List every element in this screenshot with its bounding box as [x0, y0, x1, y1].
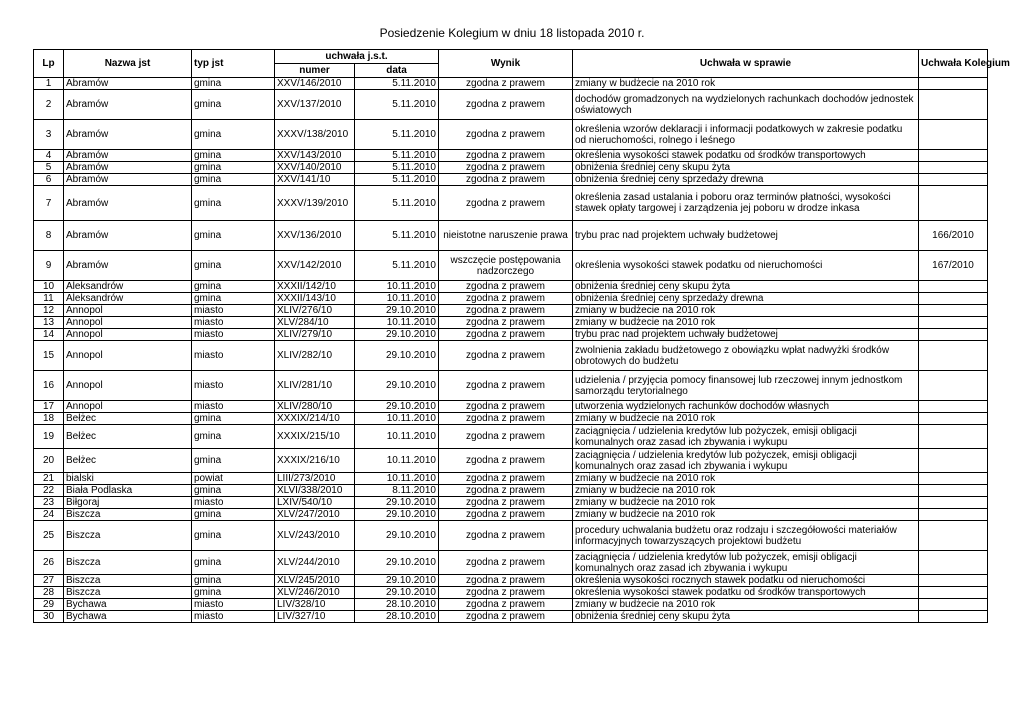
- cell-wynik: zgodna z prawem: [439, 551, 573, 575]
- table-body: [34, 78, 988, 623]
- cell-nazwa-jst: Annopol: [64, 341, 192, 371]
- cell-uchwala-kolegium: [919, 162, 988, 174]
- cell-uchwala-kolegium: [919, 413, 988, 425]
- header-uchwala-jst: uchwała j.s.t.: [275, 50, 439, 64]
- table-row: [34, 497, 988, 509]
- cell-uchwala-kolegium: [919, 305, 988, 317]
- table-row: [34, 587, 988, 599]
- cell-lp: 10: [34, 281, 64, 293]
- cell-data: 5.11.2010: [355, 251, 439, 281]
- cell-data: 29.10.2010: [355, 575, 439, 587]
- cell-uchwala-w-sprawie: zaciągnięcia / udzielenia kredytów lub pożyczek, emisji obligacji komunalnych oraz zasad ich zbywania i wykupu: [573, 449, 919, 473]
- table-row: [34, 575, 988, 587]
- resolutions-table: [33, 49, 1010, 623]
- cell-uchwala-w-sprawie: obniżenia średniej ceny sprzedaży drewna: [573, 174, 919, 186]
- table-row: [34, 90, 988, 120]
- cell-uchwala-kolegium: [919, 497, 988, 509]
- cell-uchwala-w-sprawie: zmiany w budżecie na 2010 rok: [573, 78, 919, 90]
- cell-typ-jst: miasto: [192, 317, 275, 329]
- cell-numer: XXV/137/2010: [275, 90, 355, 120]
- cell-lp: 26: [34, 551, 64, 575]
- cell-wynik: zgodna z prawem: [439, 473, 573, 485]
- cell-typ-jst: gmina: [192, 551, 275, 575]
- cell-lp: 5: [34, 162, 64, 174]
- cell-lp: 21: [34, 473, 64, 485]
- table-row: [34, 186, 988, 221]
- cell-lp: 2: [34, 90, 64, 120]
- cell-typ-jst: gmina: [192, 449, 275, 473]
- cell-uchwala-w-sprawie: obniżenia średniej ceny skupu żyta: [573, 281, 919, 293]
- cell-data: 5.11.2010: [355, 221, 439, 251]
- header-uchwala-kolegium: Uchwała Kolegium: [919, 50, 988, 78]
- table-row: [34, 162, 988, 174]
- cell-numer: XLV/245/2010: [275, 575, 355, 587]
- cell-wynik: nieistotne naruszenie prawa: [439, 221, 573, 251]
- cell-numer: XXV/140/2010: [275, 162, 355, 174]
- document-title: Posiedzenie Kolegium w dniu 18 listopada 2010 r.: [379, 26, 645, 40]
- cell-data: 29.10.2010: [355, 341, 439, 371]
- cell-uchwala-kolegium: [919, 90, 988, 120]
- cell-numer: XXV/143/2010: [275, 150, 355, 162]
- cell-typ-jst: gmina: [192, 575, 275, 587]
- cell-lp: 16: [34, 371, 64, 401]
- cell-numer: XLIV/282/10: [275, 341, 355, 371]
- cell-typ-jst: gmina: [192, 186, 275, 221]
- cell-uchwala-kolegium: [919, 449, 988, 473]
- table-row: [34, 293, 988, 305]
- cell-uchwala-kolegium: [919, 509, 988, 521]
- cell-wynik: zgodna z prawem: [439, 78, 573, 90]
- cell-wynik: zgodna z prawem: [439, 611, 573, 623]
- cell-lp: 11: [34, 293, 64, 305]
- cell-data: 5.11.2010: [355, 120, 439, 150]
- cell-uchwala-kolegium: [919, 521, 988, 551]
- cell-wynik: zgodna z prawem: [439, 186, 573, 221]
- cell-lp: 30: [34, 611, 64, 623]
- cell-uchwala-w-sprawie: obniżenia średniej ceny skupu żyta: [573, 611, 919, 623]
- cell-nazwa-jst: Bełżec: [64, 413, 192, 425]
- table-row: [34, 150, 988, 162]
- cell-data: 29.10.2010: [355, 509, 439, 521]
- cell-numer: LIII/273/2010: [275, 473, 355, 485]
- cell-typ-jst: gmina: [192, 174, 275, 186]
- cell-uchwala-w-sprawie: zaciągnięcia / udzielenia kredytów lub pożyczek, emisji obligacji komunalnych oraz zasad ich zbywania i wykupu: [573, 425, 919, 449]
- cell-data: 10.11.2010: [355, 413, 439, 425]
- table-row: [34, 281, 988, 293]
- cell-typ-jst: miasto: [192, 305, 275, 317]
- cell-lp: 18: [34, 413, 64, 425]
- cell-lp: 29: [34, 599, 64, 611]
- cell-typ-jst: miasto: [192, 371, 275, 401]
- cell-wynik: zgodna z prawem: [439, 425, 573, 449]
- cell-uchwala-kolegium: [919, 425, 988, 449]
- cell-typ-jst: gmina: [192, 413, 275, 425]
- cell-nazwa-jst: Biłgoraj: [64, 497, 192, 509]
- cell-data: 5.11.2010: [355, 90, 439, 120]
- cell-typ-jst: gmina: [192, 162, 275, 174]
- cell-uchwala-kolegium: [919, 78, 988, 90]
- cell-uchwala-kolegium: 166/2010: [919, 221, 988, 251]
- cell-numer: XLIV/276/10: [275, 305, 355, 317]
- cell-uchwala-w-sprawie: zmiany w budżecie na 2010 rok: [573, 317, 919, 329]
- cell-lp: 3: [34, 120, 64, 150]
- cell-data: 5.11.2010: [355, 186, 439, 221]
- cell-nazwa-jst: Biszcza: [64, 587, 192, 599]
- cell-uchwala-kolegium: [919, 485, 988, 497]
- table-row: [34, 509, 988, 521]
- cell-nazwa-jst: Abramów: [64, 251, 192, 281]
- cell-nazwa-jst: Abramów: [64, 186, 192, 221]
- cell-typ-jst: gmina: [192, 425, 275, 449]
- header-numer: numer: [275, 64, 355, 78]
- cell-data: 5.11.2010: [355, 78, 439, 90]
- cell-lp: 17: [34, 401, 64, 413]
- cell-data: 10.11.2010: [355, 281, 439, 293]
- cell-uchwala-kolegium: [919, 575, 988, 587]
- cell-lp: 7: [34, 186, 64, 221]
- cell-nazwa-jst: Abramów: [64, 162, 192, 174]
- cell-wynik: zgodna z prawem: [439, 449, 573, 473]
- cell-nazwa-jst: Bychawa: [64, 599, 192, 611]
- cell-wynik: zgodna z prawem: [439, 162, 573, 174]
- cell-typ-jst: gmina: [192, 120, 275, 150]
- cell-nazwa-jst: Annopol: [64, 305, 192, 317]
- cell-uchwala-w-sprawie: zwolnienia zakładu budżetowego z obowiązku wpłat nadwyżki środków obrotowych do budżetu: [573, 341, 919, 371]
- cell-wynik: zgodna z prawem: [439, 90, 573, 120]
- cell-data: 5.11.2010: [355, 150, 439, 162]
- cell-data: 8.11.2010: [355, 485, 439, 497]
- cell-numer: XXV/142/2010: [275, 251, 355, 281]
- cell-nazwa-jst: Bełżec: [64, 449, 192, 473]
- cell-nazwa-jst: Abramów: [64, 174, 192, 186]
- cell-data: 29.10.2010: [355, 371, 439, 401]
- cell-nazwa-jst: Biała Podlaska: [64, 485, 192, 497]
- table-row: [34, 329, 988, 341]
- cell-wynik: zgodna z prawem: [439, 281, 573, 293]
- cell-uchwala-kolegium: [919, 281, 988, 293]
- cell-typ-jst: gmina: [192, 78, 275, 90]
- table-row: [34, 473, 988, 485]
- cell-numer: XLIV/279/10: [275, 329, 355, 341]
- cell-uchwala-kolegium: [919, 341, 988, 371]
- cell-lp: 8: [34, 221, 64, 251]
- cell-typ-jst: gmina: [192, 587, 275, 599]
- cell-numer: XXV/136/2010: [275, 221, 355, 251]
- cell-numer: XLV/284/10: [275, 317, 355, 329]
- cell-data: 10.11.2010: [355, 293, 439, 305]
- cell-lp: 9: [34, 251, 64, 281]
- table-row: [34, 221, 988, 251]
- cell-lp: 6: [34, 174, 64, 186]
- table-row: [34, 611, 988, 623]
- cell-numer: LIV/328/10: [275, 599, 355, 611]
- cell-lp: 12: [34, 305, 64, 317]
- table-row: [34, 120, 988, 150]
- cell-uchwala-kolegium: [919, 293, 988, 305]
- cell-typ-jst: miasto: [192, 341, 275, 371]
- cell-uchwala-kolegium: [919, 329, 988, 341]
- cell-uchwala-w-sprawie: zmiany w budżecie na 2010 rok: [573, 413, 919, 425]
- cell-uchwala-w-sprawie: zmiany w budżecie na 2010 rok: [573, 473, 919, 485]
- cell-uchwala-kolegium: 167/2010: [919, 251, 988, 281]
- cell-wynik: zgodna z prawem: [439, 509, 573, 521]
- table-row: [34, 485, 988, 497]
- cell-typ-jst: miasto: [192, 611, 275, 623]
- cell-lp: 20: [34, 449, 64, 473]
- cell-numer: XLV/244/2010: [275, 551, 355, 575]
- table-row: [34, 521, 988, 551]
- cell-wynik: zgodna z prawem: [439, 401, 573, 413]
- cell-uchwala-kolegium: [919, 150, 988, 162]
- cell-nazwa-jst: Annopol: [64, 317, 192, 329]
- cell-uchwala-w-sprawie: zmiany w budżecie na 2010 rok: [573, 485, 919, 497]
- cell-uchwala-kolegium: [919, 186, 988, 221]
- cell-uchwala-w-sprawie: zmiany w budżecie na 2010 rok: [573, 305, 919, 317]
- cell-typ-jst: gmina: [192, 251, 275, 281]
- cell-data: 10.11.2010: [355, 449, 439, 473]
- cell-uchwala-kolegium: [919, 401, 988, 413]
- cell-nazwa-jst: Annopol: [64, 329, 192, 341]
- header-nazwa-jst: Nazwa jst: [64, 50, 192, 78]
- cell-typ-jst: gmina: [192, 293, 275, 305]
- header-lp: Lp: [34, 50, 64, 78]
- cell-lp: 23: [34, 497, 64, 509]
- cell-numer: XLV/243/2010: [275, 521, 355, 551]
- header-uchwala-w-sprawie: Uchwała w sprawie: [573, 50, 919, 78]
- cell-nazwa-jst: Aleksandrów: [64, 293, 192, 305]
- cell-wynik: zgodna z prawem: [439, 293, 573, 305]
- cell-typ-jst: miasto: [192, 401, 275, 413]
- cell-wynik: zgodna z prawem: [439, 575, 573, 587]
- cell-typ-jst: gmina: [192, 281, 275, 293]
- cell-lp: 4: [34, 150, 64, 162]
- cell-wynik: zgodna z prawem: [439, 371, 573, 401]
- cell-uchwala-w-sprawie: obniżenia średniej ceny skupu żyta: [573, 162, 919, 174]
- cell-numer: XXV/141/10: [275, 174, 355, 186]
- cell-data: 29.10.2010: [355, 587, 439, 599]
- table-row: [34, 401, 988, 413]
- cell-nazwa-jst: Annopol: [64, 371, 192, 401]
- cell-data: 5.11.2010: [355, 162, 439, 174]
- cell-uchwala-kolegium: [919, 473, 988, 485]
- cell-numer: XXXII/143/10: [275, 293, 355, 305]
- cell-uchwala-w-sprawie: trybu prac nad projektem uchwały budżetowej: [573, 221, 919, 251]
- cell-uchwala-w-sprawie: określenia wysokości rocznych stawek podatku od nieruchomości: [573, 575, 919, 587]
- cell-uchwala-w-sprawie: zmiany w budżecie na 2010 rok: [573, 599, 919, 611]
- cell-uchwala-kolegium: [919, 371, 988, 401]
- cell-nazwa-jst: Bełżec: [64, 425, 192, 449]
- header-data: data: [355, 64, 439, 78]
- table-row: [34, 174, 988, 186]
- cell-numer: XXXIX/214/10: [275, 413, 355, 425]
- cell-nazwa-jst: Bychawa: [64, 611, 192, 623]
- cell-wynik: zgodna z prawem: [439, 521, 573, 551]
- cell-data: 29.10.2010: [355, 497, 439, 509]
- cell-uchwala-w-sprawie: określenia wysokości stawek podatku od środków transportowych: [573, 587, 919, 599]
- table-row: [34, 449, 988, 473]
- cell-data: 29.10.2010: [355, 401, 439, 413]
- cell-uchwala-kolegium: [919, 120, 988, 150]
- cell-wynik: zgodna z prawem: [439, 329, 573, 341]
- cell-uchwala-w-sprawie: dochodów gromadzonych na wydzielonych rachunkach dochodów jednostek oświatowych: [573, 90, 919, 120]
- cell-lp: 13: [34, 317, 64, 329]
- cell-nazwa-jst: Abramów: [64, 78, 192, 90]
- cell-uchwala-w-sprawie: zaciągnięcia / udzielenia kredytów lub pożyczek, emisji obligacji komunalnych oraz zasad ich zbywania i wykupu: [573, 551, 919, 575]
- table-row: [34, 251, 988, 281]
- cell-wynik: wszczęcie postępowania nadzorczego: [439, 251, 573, 281]
- cell-typ-jst: powiat: [192, 473, 275, 485]
- table-row: [34, 341, 988, 371]
- cell-uchwala-w-sprawie: określenia wzorów deklaracji i informacji podatkowych w zakresie podatku od nieruchomości, rolnego i leśnego: [573, 120, 919, 150]
- cell-nazwa-jst: Aleksandrów: [64, 281, 192, 293]
- cell-data: 29.10.2010: [355, 521, 439, 551]
- table-row: [34, 551, 988, 575]
- cell-lp: 14: [34, 329, 64, 341]
- cell-wynik: zgodna z prawem: [439, 150, 573, 162]
- cell-numer: XLVI/338/2010: [275, 485, 355, 497]
- cell-wynik: zgodna z prawem: [439, 120, 573, 150]
- cell-nazwa-jst: Abramów: [64, 120, 192, 150]
- cell-numer: XLV/247/2010: [275, 509, 355, 521]
- cell-typ-jst: gmina: [192, 221, 275, 251]
- cell-nazwa-jst: Abramów: [64, 150, 192, 162]
- cell-typ-jst: gmina: [192, 485, 275, 497]
- cell-uchwala-w-sprawie: określenia wysokości stawek podatku od środków transportowych: [573, 150, 919, 162]
- cell-data: 5.11.2010: [355, 174, 439, 186]
- cell-nazwa-jst: Biszcza: [64, 575, 192, 587]
- cell-uchwala-w-sprawie: utworzenia wydzielonych rachunków dochodów własnych: [573, 401, 919, 413]
- cell-wynik: zgodna z prawem: [439, 485, 573, 497]
- cell-lp: 28: [34, 587, 64, 599]
- cell-nazwa-jst: Biszcza: [64, 521, 192, 551]
- cell-nazwa-jst: Abramów: [64, 221, 192, 251]
- header-typ-jst: typ jst: [192, 50, 275, 78]
- cell-wynik: zgodna z prawem: [439, 497, 573, 509]
- cell-typ-jst: gmina: [192, 521, 275, 551]
- table-row: [34, 305, 988, 317]
- cell-uchwala-w-sprawie: udzielenia / przyjęcia pomocy finansowej lub rzeczowej innym jednostkom samorządu terytorialnego: [573, 371, 919, 401]
- cell-wynik: zgodna z prawem: [439, 599, 573, 611]
- cell-typ-jst: miasto: [192, 497, 275, 509]
- cell-typ-jst: miasto: [192, 599, 275, 611]
- cell-wynik: zgodna z prawem: [439, 174, 573, 186]
- cell-lp: 25: [34, 521, 64, 551]
- table-row: [34, 413, 988, 425]
- cell-numer: XXXIX/215/10: [275, 425, 355, 449]
- cell-data: 29.10.2010: [355, 551, 439, 575]
- cell-numer: XXXIX/216/10: [275, 449, 355, 473]
- cell-numer: XLIV/281/10: [275, 371, 355, 401]
- cell-numer: XXXV/138/2010: [275, 120, 355, 150]
- cell-uchwala-w-sprawie: określenia zasad ustalania i poboru oraz terminów płatności, wysokości stawek opłaty targowej i zarządzenia jej poboru w drodze inkasa: [573, 186, 919, 221]
- cell-uchwala-w-sprawie: obniżenia średniej ceny sprzedaży drewna: [573, 293, 919, 305]
- cell-uchwala-w-sprawie: określenia wysokości stawek podatku od nieruchomości: [573, 251, 919, 281]
- cell-typ-jst: gmina: [192, 90, 275, 120]
- cell-nazwa-jst: Biszcza: [64, 551, 192, 575]
- cell-uchwala-kolegium: [919, 317, 988, 329]
- cell-wynik: zgodna z prawem: [439, 587, 573, 599]
- cell-uchwala-w-sprawie: zmiany w budżecie na 2010 rok: [573, 497, 919, 509]
- cell-wynik: zgodna z prawem: [439, 413, 573, 425]
- table-row: [34, 371, 988, 401]
- cell-data: 29.10.2010: [355, 305, 439, 317]
- table-row: [34, 425, 988, 449]
- cell-nazwa-jst: Abramów: [64, 90, 192, 120]
- cell-data: 28.10.2010: [355, 611, 439, 623]
- header-wynik: Wynik: [439, 50, 573, 78]
- cell-numer: LXIV/540/10: [275, 497, 355, 509]
- cell-typ-jst: miasto: [192, 329, 275, 341]
- cell-data: 28.10.2010: [355, 599, 439, 611]
- cell-numer: XLIV/280/10: [275, 401, 355, 413]
- cell-numer: XLV/246/2010: [275, 587, 355, 599]
- cell-data: 10.11.2010: [355, 317, 439, 329]
- cell-wynik: zgodna z prawem: [439, 341, 573, 371]
- cell-lp: 15: [34, 341, 64, 371]
- cell-data: 10.11.2010: [355, 425, 439, 449]
- table-row: [34, 317, 988, 329]
- cell-uchwala-kolegium: [919, 587, 988, 599]
- cell-nazwa-jst: bialski: [64, 473, 192, 485]
- cell-uchwala-kolegium: [919, 551, 988, 575]
- table-row: [34, 78, 988, 90]
- cell-uchwala-kolegium: [919, 599, 988, 611]
- table-row: [34, 599, 988, 611]
- cell-uchwala-kolegium: [919, 174, 988, 186]
- cell-typ-jst: gmina: [192, 150, 275, 162]
- cell-nazwa-jst: Annopol: [64, 401, 192, 413]
- cell-lp: 27: [34, 575, 64, 587]
- cell-numer: LIV/327/10: [275, 611, 355, 623]
- cell-numer: XXXII/142/10: [275, 281, 355, 293]
- cell-uchwala-w-sprawie: procedury uchwalania budżetu oraz rodzaju i szczegółowości materiałów informacyjnych towarzyszących projektowi budżetu: [573, 521, 919, 551]
- cell-nazwa-jst: Biszcza: [64, 509, 192, 521]
- cell-uchwala-w-sprawie: trybu prac nad projektem uchwały budżetowej: [573, 329, 919, 341]
- cell-uchwala-kolegium: [919, 611, 988, 623]
- cell-numer: XXV/146/2010: [275, 78, 355, 90]
- cell-typ-jst: gmina: [192, 509, 275, 521]
- cell-wynik: zgodna z prawem: [439, 305, 573, 317]
- cell-data: 10.11.2010: [355, 473, 439, 485]
- cell-uchwala-w-sprawie: zmiany w budżecie na 2010 rok: [573, 509, 919, 521]
- cell-lp: 1: [34, 78, 64, 90]
- cell-data: 29.10.2010: [355, 329, 439, 341]
- cell-wynik: zgodna z prawem: [439, 317, 573, 329]
- cell-numer: XXXV/139/2010: [275, 186, 355, 221]
- cell-lp: 22: [34, 485, 64, 497]
- cell-lp: 19: [34, 425, 64, 449]
- cell-lp: 24: [34, 509, 64, 521]
